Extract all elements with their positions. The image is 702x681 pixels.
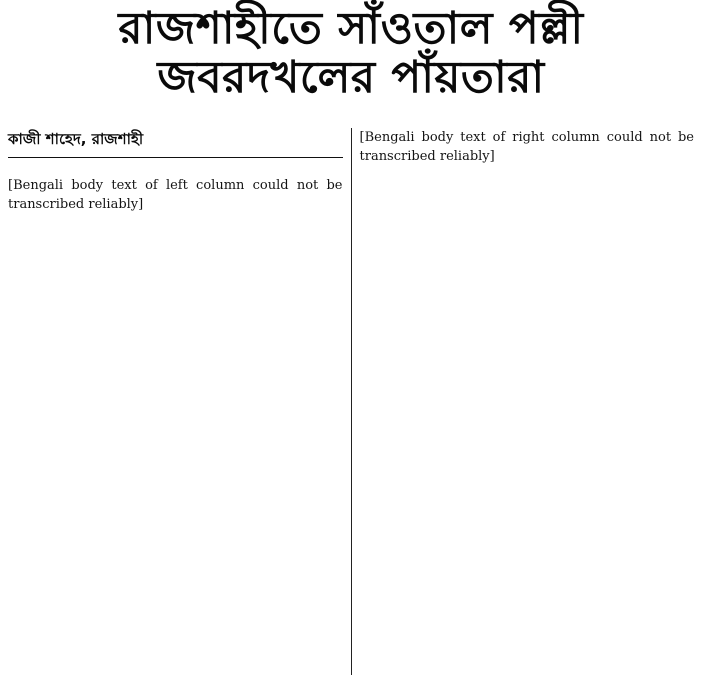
headline-line-1: রাজশাহীতে সাঁওতাল পল্লী xyxy=(118,3,584,54)
article-columns xyxy=(6,128,696,675)
article-column-left xyxy=(6,128,352,675)
byline: কাজী শাহেদ, রাজশাহী xyxy=(8,128,343,158)
headline-line-2: জবরদখলের পাঁয়তারা xyxy=(157,52,545,104)
headline xyxy=(6,4,696,103)
article-body-left: [Bengali body text of left column could not be transcribed reliably] xyxy=(8,178,343,213)
article-body-right: [Bengali body text of right column could not be transcribed reliably] xyxy=(359,130,694,165)
article-column-right xyxy=(352,128,697,675)
